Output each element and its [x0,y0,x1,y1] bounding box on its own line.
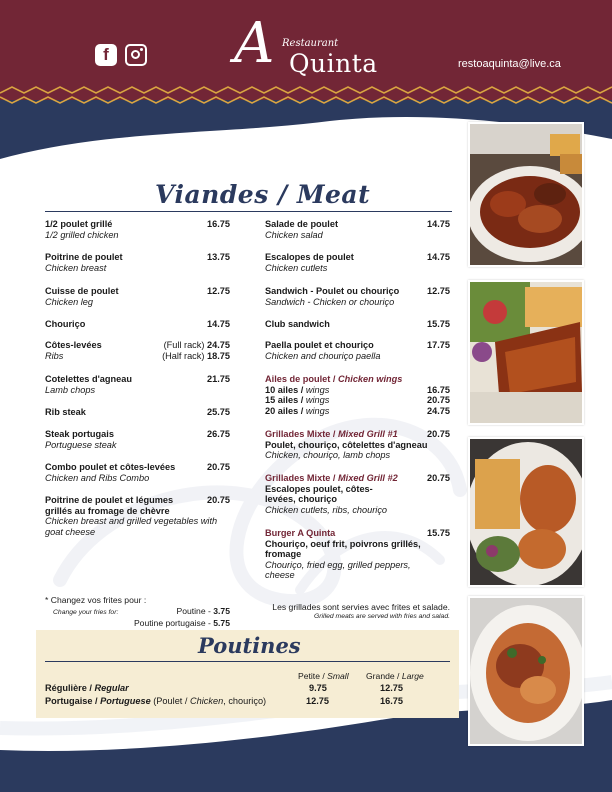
item-name: Sandwich - Poulet ou chouriço [265,286,400,296]
poutine-portuguese-large-price: 16.75 [380,696,403,706]
item-name: Steak portugais [45,429,114,439]
menu-item-mixed-grill-1 [265,429,450,461]
grill-note-french: Les grillades sont servies avec frites et salade. [272,602,450,612]
item-name: Rib steak [45,407,86,417]
menu-item [45,462,230,483]
menu-item [265,319,450,330]
poutines-section [36,630,459,718]
item-name: Cotelettes d'agneau [45,374,132,384]
item-price: 15.75 [427,319,450,329]
item-price: 20.75 [427,473,450,483]
fries-note [45,595,230,629]
item-name: Poitrine de poulet et légumes grillés au fromage de chèvre [45,495,174,516]
item-price: 12.75 [207,286,230,296]
full-rack-price: (Full rack) 24.75 [163,340,230,350]
item-description: Poulet, chouriço, côtelettes d'agneau [265,439,428,450]
gold-ornament-border [0,84,612,106]
item-name: Cuisse de poulet [45,286,119,296]
item-english: Chicken salad [265,229,323,240]
item-name: Grillades Mixte / Mixed Grill #2 [265,473,398,483]
portuguese-poutine-upgrade: Poutine portugaise - 5.75 [133,618,230,628]
restaurant-logo [232,11,382,78]
poutines-divider [45,661,450,662]
menu-item [45,495,230,537]
logo-restaurant-text: Restaurant [282,38,339,49]
item-english: Chicken, chouriço, lamb chops [265,450,391,461]
item-price: 20.75 [207,495,230,505]
item-description: Escalopes poulet, côtes-levées, chouriço [265,483,373,505]
item-price: 14.75 [427,252,450,262]
instagram-icon[interactable] [125,44,147,66]
logo-a-letter: A [234,11,275,76]
wing-option: 20 ailes / wings 24.75 [265,405,450,416]
item-name: Ailes de poulet / Chicken wings [265,374,403,384]
menu-item [45,252,230,273]
item-name: Burger A Quinta [265,528,336,538]
item-name: 1/2 poulet grillé [45,219,113,229]
poutine-photo [468,596,584,746]
menu-item [45,407,230,418]
poutine-portuguese-small-price: 12.75 [306,696,329,706]
poutines-title: Poutines [198,633,301,658]
item-name: Combo poulet et côtes-levées [45,462,176,472]
large-size-header: Grande / Large [366,671,424,681]
item-english: Chicken cutlets [265,262,328,273]
half-rack-price: (Half rack) 18.75 [162,350,230,361]
poutine-row-regular: Régulière / Regular [45,683,129,693]
poutine-row-portuguese: Portugaise / Portuguese (Poulet / Chicken, chouriço) [45,696,267,706]
item-name: Paella poulet et chouriço [265,340,374,350]
item-name: Côtes-levées [45,340,102,350]
item-price: 14.75 [207,319,230,329]
logo-quinta-text: Quinta [289,49,378,78]
menu-item [265,340,450,361]
fries-note-english: Change your fries for: [53,608,119,616]
item-english: 1/2 grilled chicken [45,229,119,240]
item-english: Ribs [45,350,64,361]
item-english: Lamb chops [45,384,96,395]
item-english: Chouriço, fried egg, grilled peppers, cheese [265,559,411,581]
item-english: Chicken leg [45,296,94,307]
item-name: Salade de poulet [265,219,339,229]
menu-item [45,286,230,307]
small-size-header: Petite / Small [298,671,349,681]
menu-item [45,374,230,395]
item-price: 17.75 [427,340,450,350]
item-price: 15.75 [427,528,450,538]
menu-item-wings [265,374,450,416]
item-name: Escalopes de poulet [265,252,354,262]
item-name: Poitrine de poulet [45,252,123,262]
menu-item [45,319,230,330]
item-english: Portuguese steak [45,439,117,450]
item-name: Club sandwich [265,319,330,329]
item-english: Chicken and chouriço paella [265,350,381,361]
grill-note-english: Grilled meats are served with fries and salad. [314,613,450,620]
poutine-regular-small-price: 9.75 [309,683,327,693]
item-english: Chicken breast and grilled vegetables with goat cheese [45,516,218,537]
email-link[interactable]: restoaquinta@live.ca [458,58,561,70]
wing-option: 10 ailes / wings 16.75 [265,384,450,395]
item-price: 20.75 [207,462,230,472]
item-price: 26.75 [207,429,230,439]
item-name: Grillades Mixte / Mixed Grill #1 [265,429,398,439]
item-english: Sandwich - Chicken or chouriço [265,296,395,307]
grilled-chicken-photo [468,122,584,267]
menu-item [265,219,450,240]
item-english: Chicken breast [45,262,107,273]
item-price: 25.75 [207,407,230,417]
grilled-chicken-fries-photo [468,437,584,587]
wing-option: 15 ailes / wings 20.75 [265,395,450,406]
grill-note [250,602,450,622]
item-price: 12.75 [427,286,450,296]
title-divider [45,211,452,212]
facebook-icon[interactable]: f [95,44,117,66]
poutine-regular-large-price: 12.75 [380,683,403,693]
social-links [95,44,147,66]
item-name: Chouriço [45,319,86,329]
menu-item [45,429,230,450]
ribs-with-fries-photo [468,280,584,425]
poutine-upgrade: Poutine - 3.75 [176,605,230,616]
item-price: 13.75 [207,252,230,262]
item-description: Chouriço, oeuf frit, poivrons grillés, fromage [265,538,421,560]
menu-item [265,252,450,273]
item-price: 14.75 [427,219,450,229]
item-price: 21.75 [207,374,230,384]
menu-item-burger [265,528,450,581]
menu-item [265,286,450,307]
section-title: Viandes / Meat [155,180,371,209]
item-english: Chicken cutlets, ribs, chouriço [265,504,388,515]
item-price: 20.75 [427,429,450,439]
menu-item-mixed-grill-2 [265,473,450,515]
menu-item [45,219,230,240]
menu-item [45,340,230,361]
fries-note-title: * Changez vos frites pour : [45,595,147,605]
item-english: Chicken and Ribs Combo [45,472,150,483]
item-price: 16.75 [207,219,230,229]
